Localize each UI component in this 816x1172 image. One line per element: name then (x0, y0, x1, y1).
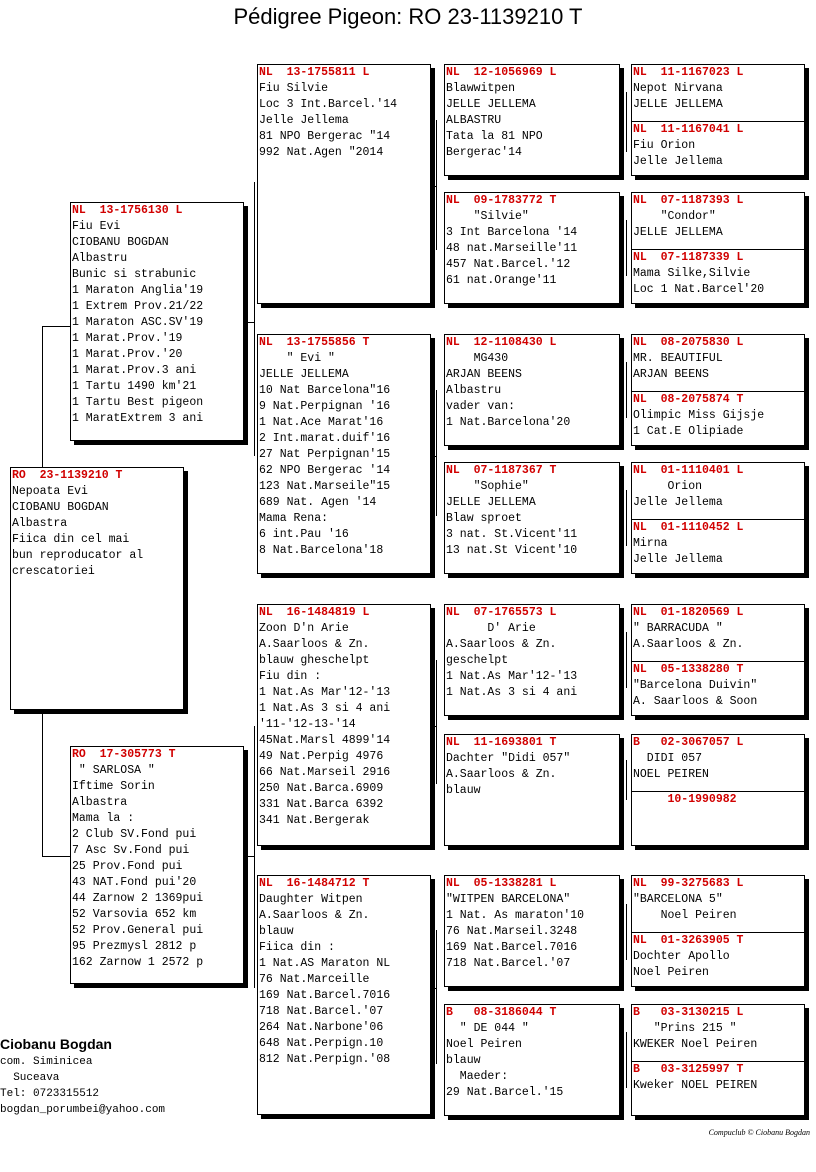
info-line: 1 Tartu 1490 km'21 (72, 380, 197, 393)
sire-box (70, 202, 244, 441)
connector (626, 1032, 627, 1088)
gggp-lines (632, 479, 804, 511)
info-line: Kweker NOEL PEIREN (633, 1079, 758, 1092)
subject-box (10, 467, 184, 710)
connector (436, 390, 437, 516)
gggp-entry (632, 463, 804, 519)
info-line: Albastru (72, 252, 128, 265)
info-line: JELLE JELLEMA (446, 496, 536, 509)
gggp-lines (632, 621, 804, 653)
breeder-address-line: com. Siminicea (0, 1056, 93, 1068)
info-line: 2 Club SV.Fond pui (72, 828, 197, 841)
info-line: A.Saarloos & Zn. (446, 768, 557, 781)
ring-number: NL 05-1338281 L (446, 877, 557, 890)
page-title: Pédigree Pigeon: RO 23-1139210 T (233, 4, 583, 29)
breeder-name: Ciobanu Bogdan (0, 1036, 112, 1052)
info-line: Jelle Jellema (633, 496, 723, 509)
info-line: "BARCELONA 5" (633, 893, 723, 906)
info-line: 6 int.Pau '16 (259, 528, 349, 541)
info-line: Mirna (633, 537, 668, 550)
ring-number: NL 07-1765573 L (446, 606, 557, 619)
info-line: Nepoata Evi (12, 485, 88, 498)
info-line: Fiu Evi (72, 220, 121, 233)
info-line: 9 Nat.Perpignan '16 (259, 400, 391, 413)
info-line: "Barcelona Duivin" (633, 679, 758, 692)
info-line: 1 Nat.Ace Marat'16 (259, 416, 384, 429)
connector (42, 326, 70, 327)
ggp-box (444, 192, 620, 304)
ggp-lines (445, 751, 619, 799)
info-line: 1 Marat.Prov.'20 (72, 348, 183, 361)
ring-number: NL 05-1338280 T (633, 663, 744, 676)
info-line: 3 nat. St.Vicent'11 (446, 528, 578, 541)
ring-number: NL 07-1187367 T (446, 464, 557, 477)
info-line: 8 Nat.Barcelona'18 (259, 544, 384, 557)
ring-number: RO 17-305773 T (72, 748, 176, 761)
info-line: blauw gheschelpt (259, 654, 370, 667)
info-line: Orion (633, 480, 703, 493)
connector (626, 760, 627, 800)
ggp-lines (445, 1021, 619, 1101)
ring-number: NL 01-1110452 L (633, 521, 744, 534)
gggp-lines (632, 351, 804, 383)
info-line: " Evi " (259, 352, 335, 365)
ggp-lines (445, 892, 619, 972)
info-line: Fiu din : (259, 670, 322, 683)
connector (626, 362, 627, 418)
info-line: 25 Prov.Fond pui (72, 860, 183, 873)
ggp-box (444, 875, 620, 987)
info-line: Jelle Jellema (633, 155, 723, 168)
ring-number: B 03-3125997 T (633, 1063, 744, 1076)
info-line: 29 Nat.Barcel.'15 (446, 1086, 564, 1099)
info-line: CIOBANU BOGDAN (72, 236, 169, 249)
gggp-pair (631, 64, 805, 176)
info-line: 1 Maraton ASC.SV'19 (72, 316, 204, 329)
gggp-lines (632, 678, 804, 710)
info-line: 169 Nat.Barcel.7016 (259, 989, 391, 1002)
ggp-box (444, 604, 620, 716)
gggp-lines (632, 408, 804, 440)
ring-number: NL 08-2075874 T (633, 393, 744, 406)
gggp-lines (632, 209, 804, 241)
ring-number: NL 01-1820569 L (633, 606, 744, 619)
gggp-entry (632, 932, 804, 987)
info-line: 2 Int.marat.duif'16 (259, 432, 391, 445)
connector (254, 726, 255, 988)
grandparent-box (257, 334, 431, 574)
gggp-entry (632, 1005, 804, 1061)
info-line: MG430 (446, 352, 509, 365)
info-line: 13 nat.St Vicent'10 (446, 544, 578, 557)
info-line: " BARRACUDA " (633, 622, 723, 635)
subject-lines (11, 484, 183, 580)
info-line: Loc 1 Nat.Barcel'20 (633, 283, 765, 296)
info-line: blauw (446, 784, 481, 797)
info-line: blauw (446, 1054, 481, 1067)
info-line: 1 Nat.As Mar'12-'13 (446, 670, 578, 683)
info-line: ALBASTRU (446, 114, 502, 127)
info-line: KWEKER Noel Peiren (633, 1038, 758, 1051)
info-line: Tata la 81 NPO (446, 130, 543, 143)
info-line: Loc 3 Int.Barcel.'14 (259, 98, 398, 111)
connector (244, 856, 254, 857)
gggp-entry (632, 65, 804, 121)
info-line: A.Saarloos & Zn. (259, 909, 370, 922)
ggp-box (444, 1004, 620, 1116)
info-line: JELLE JELLEMA (259, 368, 349, 381)
info-line: Mama la : (72, 812, 135, 825)
info-line: 169 Nat.Barcel.7016 (446, 941, 578, 954)
breeder-phone: Tel: 0723315512 (0, 1088, 100, 1100)
info-line: '11-'12-13-'14 (259, 718, 356, 731)
info-line: 81 NPO Bergerac "14 (259, 130, 391, 143)
connector (626, 220, 627, 276)
info-line: 123 Nat.Marseile"15 (259, 480, 391, 493)
info-line: 1 Nat.As 3 si 4 ani (259, 702, 391, 715)
info-line: Mama Silke,Silvie (633, 267, 751, 280)
info-line: 1 Cat.E Olipiade (633, 425, 744, 438)
info-line: 76 Nat.Marceille (259, 973, 370, 986)
ggp-box (444, 734, 620, 846)
info-line: "Silvie" (446, 210, 529, 223)
gggp-entry (632, 335, 804, 391)
info-line: 1 Nat.AS Maraton NL (259, 957, 391, 970)
info-line: 250 Nat.Barca.6909 (259, 782, 384, 795)
gggp-entry (632, 791, 804, 846)
gggp-pair (631, 462, 805, 574)
info-line: Jelle Jellema (259, 114, 349, 127)
gggp-lines (632, 1021, 804, 1053)
ring-number: NL 08-2075830 L (633, 336, 744, 349)
info-line: JELLE JELLEMA (446, 98, 536, 111)
info-line: Fiu Orion (633, 139, 696, 152)
grandparent-lines (258, 892, 430, 1068)
gggp-pair (631, 1004, 805, 1116)
info-line: bun reproducator al (12, 549, 144, 562)
connector (626, 92, 627, 152)
ring-number: NL 13-1756130 L (72, 204, 183, 217)
info-line: "Prins 215 " (633, 1022, 737, 1035)
ggp-lines (445, 209, 619, 289)
connector (626, 904, 627, 960)
ring-number: NL 12-1056969 L (446, 66, 557, 79)
info-line: 1 Maraton Anglia'19 (72, 284, 204, 297)
info-line: 992 Nat.Agen "2014 (259, 146, 384, 159)
info-line: ARJAN BEENS (633, 368, 709, 381)
info-line: Noel Peiren (446, 1038, 522, 1051)
gggp-pair (631, 734, 805, 846)
info-line: 49 Nat.Perpig 4976 (259, 750, 384, 763)
ggp-lines (445, 81, 619, 161)
gggp-lines (632, 892, 804, 924)
info-line: 331 Nat.Barca 6392 (259, 798, 384, 811)
info-line: Dachter "Didi 057" (446, 752, 571, 765)
info-line: Fiica din : (259, 941, 335, 954)
gggp-lines (632, 138, 804, 170)
grandparent-lines (258, 621, 430, 829)
info-line: " SARLOSA " (72, 764, 155, 777)
gggp-entry (632, 193, 804, 249)
info-line: ARJAN BEENS (446, 368, 522, 381)
info-line: 341 Nat.Bergerak (259, 814, 370, 827)
info-line: A.Saarloos & Zn. (633, 638, 744, 651)
info-line: Daughter Witpen (259, 893, 363, 906)
ring-number: NL 07-1187393 L (633, 194, 744, 207)
info-line: 66 Nat.Marseil 2916 (259, 766, 391, 779)
info-line: 27 Nat Perpignan'15 (259, 448, 391, 461)
info-line: "WITPEN BARCELONA" (446, 893, 571, 906)
ggp-lines (445, 479, 619, 559)
dam-lines (71, 763, 243, 971)
gggp-entry (632, 391, 804, 446)
info-line: 61 nat.Orange'11 (446, 274, 557, 287)
gggp-lines (632, 266, 804, 298)
info-line: Maeder: (446, 1070, 509, 1083)
info-line: crescatoriei (12, 565, 95, 578)
info-line: 718 Nat.Barcel.'07 (259, 1005, 384, 1018)
info-line: 718 Nat.Barcel.'07 (446, 957, 571, 970)
grandparent-lines (258, 81, 430, 161)
gggp-entry (632, 121, 804, 176)
info-line: geschelpt (446, 654, 509, 667)
info-line: 264 Nat.Narbone'06 (259, 1021, 384, 1034)
ggp-lines (445, 351, 619, 431)
info-line: Blawwitpen (446, 82, 516, 95)
gggp-entry (632, 876, 804, 932)
info-line: Blaw sproet (446, 512, 522, 525)
info-line: A.Saarloos & Zn. (259, 638, 370, 651)
info-line: "Sophie" (446, 480, 529, 493)
info-line: blauw (259, 925, 294, 938)
info-line: A.Saarloos & Zn. (446, 638, 557, 651)
info-line: 1 Tartu Best pigeon (72, 396, 204, 409)
connector (42, 712, 43, 856)
info-line: Jelle Jellema (633, 553, 723, 566)
info-line: 52 Varsovia 652 km (72, 908, 197, 921)
info-line: " DE 044 " (446, 1022, 529, 1035)
ring-number: NL 07-1187339 L (633, 251, 744, 264)
ring-number: NL 13-1755811 L (259, 66, 370, 79)
info-line: Noel Peiren (633, 909, 737, 922)
info-line: 43 NAT.Fond pui'20 (72, 876, 197, 889)
info-line: 457 Nat.Barcel.'12 (446, 258, 571, 271)
info-line: JELLE JELLEMA (633, 98, 723, 111)
gggp-pair (631, 604, 805, 716)
ring-number: NL 16-1484819 L (259, 606, 370, 619)
info-line: JELLE JELLEMA (633, 226, 723, 239)
ring-number: NL 16-1484712 T (259, 877, 370, 890)
info-line: 48 nat.Marseille'11 (446, 242, 578, 255)
info-line: Fiica din cel mai (12, 533, 130, 546)
ring-number: NL 01-3263905 T (633, 934, 744, 947)
connector (42, 856, 70, 857)
info-line: Albastru (446, 384, 502, 397)
info-line: 7 Asc Sv.Fond pui (72, 844, 190, 857)
info-line: Albastra (12, 517, 68, 530)
info-line: 1 MaratExtrem 3 ani (72, 412, 204, 425)
ring-number: NL 12-1108430 L (446, 336, 557, 349)
ring-number: B 02-3067057 L (633, 736, 744, 749)
gggp-entry (632, 1061, 804, 1116)
info-line: 1 Marat.Prov.3 ani (72, 364, 197, 377)
info-line: NOEL PEIREN (633, 768, 709, 781)
footer-credit: Compuclub © Ciobanu Bogdan (708, 1128, 810, 1137)
connector (436, 930, 437, 1064)
gggp-pair (631, 875, 805, 987)
breeder-email[interactable]: bogdan_porumbei@yahoo.com (0, 1104, 166, 1116)
gggp-entry (632, 735, 804, 791)
info-line: Mama Rena: (259, 512, 329, 525)
info-line: 44 Zarnow 2 1369pui (72, 892, 204, 905)
sire-lines (71, 219, 243, 427)
info-line: 3 Int Barcelona '14 (446, 226, 578, 239)
info-line: 162 Zarnow 1 2572 p (72, 956, 204, 969)
info-line: 1 Extrem Prov.21/22 (72, 300, 204, 313)
gggp-entry (632, 249, 804, 304)
grandparent-box (257, 875, 431, 1115)
ring-number: NL 01-1110401 L (633, 464, 744, 477)
info-line: Zoon D'n Arie (259, 622, 349, 635)
info-line: 812 Nat.Perpign.'08 (259, 1053, 391, 1066)
info-line: Iftime Sorin (72, 780, 155, 793)
gggp-entry (632, 605, 804, 661)
grandparent-lines (258, 351, 430, 559)
ring-number: 10-1990982 (633, 793, 737, 806)
gggp-lines (632, 81, 804, 113)
info-line: Bunic si strabunic (72, 268, 197, 281)
info-line: vader van: (446, 400, 516, 413)
info-line: A. Saarloos & Soon (633, 695, 758, 708)
info-line: Noel Peiren (633, 966, 709, 979)
connector (244, 322, 254, 323)
ring-number: NL 09-1783772 T (446, 194, 557, 207)
gggp-pair (631, 192, 805, 304)
grandparent-box (257, 64, 431, 304)
info-line: 76 Nat.Marseil.3248 (446, 925, 578, 938)
info-line: 1 Nat.As 3 si 4 ani (446, 686, 578, 699)
info-line: "Condor" (633, 210, 716, 223)
breeder-address-line: Suceava (0, 1072, 60, 1084)
gggp-pair (631, 334, 805, 446)
connector (626, 632, 627, 688)
ring-number: NL 11-1693801 T (446, 736, 557, 749)
ring-number: B 08-3186044 T (446, 1006, 557, 1019)
info-line: Fiu Silvie (259, 82, 329, 95)
grandparent-box (257, 604, 431, 846)
info-line: Bergerac'14 (446, 146, 522, 159)
connector (626, 490, 627, 546)
info-line: 1 Nat. As maraton'10 (446, 909, 585, 922)
info-line: 52 Prov.General pui (72, 924, 204, 937)
info-line: Nepot Nirvana (633, 82, 723, 95)
info-line: 689 Nat. Agen '14 (259, 496, 377, 509)
connector (254, 182, 255, 456)
ggp-box (444, 462, 620, 574)
info-line: 1 Marat.Prov.'19 (72, 332, 183, 345)
dam-box (70, 746, 244, 984)
info-line: Dochter Apollo (633, 950, 730, 963)
gggp-lines (632, 751, 804, 783)
ggp-lines (445, 621, 619, 701)
info-line: D' Arie (446, 622, 536, 635)
info-line: 95 Prezmysl 2812 p (72, 940, 197, 953)
ring-number: B 03-3130215 L (633, 1006, 744, 1019)
info-line: MR. BEAUTIFUL (633, 352, 723, 365)
ring-number: NL 11-1167023 L (633, 66, 744, 79)
connector (436, 120, 437, 250)
ring-number: NL 99-3275683 L (633, 877, 744, 890)
info-line: 10 Nat Barcelona"16 (259, 384, 391, 397)
ring-number: RO 23-1139210 T (12, 469, 123, 482)
info-line: Olimpic Miss Gijsje (633, 409, 765, 422)
info-line: CIOBANU BOGDAN (12, 501, 109, 514)
info-line: 1 Nat.As Mar'12-'13 (259, 686, 391, 699)
info-line: 45Nat.Marsl 4899'14 (259, 734, 391, 747)
info-line: 62 NPO Bergerac '14 (259, 464, 391, 477)
info-line: 1 Nat.Barcelona'20 (446, 416, 571, 429)
connector (42, 326, 43, 468)
info-line: Albastra (72, 796, 128, 809)
ggp-box (444, 64, 620, 176)
info-line: 648 Nat.Perpign.10 (259, 1037, 384, 1050)
gggp-lines (632, 1078, 804, 1094)
breeder-info (0, 1034, 165, 1118)
info-line: DIDI 057 (633, 752, 703, 765)
gggp-lines (632, 949, 804, 981)
gggp-lines (632, 536, 804, 568)
gggp-entry (632, 519, 804, 574)
gggp-entry (632, 661, 804, 716)
ggp-box (444, 334, 620, 446)
ring-number: NL 11-1167041 L (633, 123, 744, 136)
ring-number: NL 13-1755856 T (259, 336, 370, 349)
connector (436, 660, 437, 784)
